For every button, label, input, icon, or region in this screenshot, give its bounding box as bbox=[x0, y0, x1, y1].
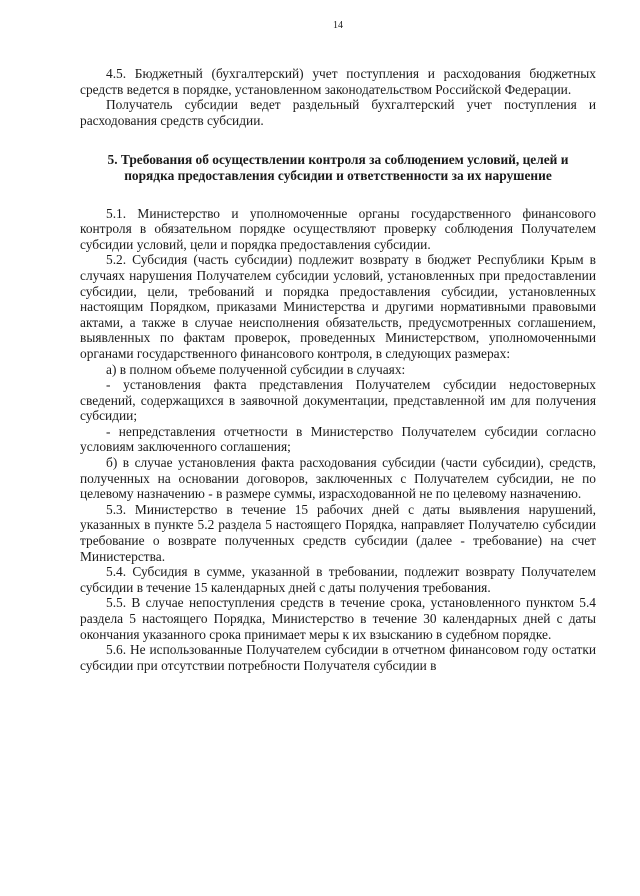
section-heading: 5. Требования об осуществлении контроля за соблюдением условий, целей и порядка предоставления субсидии и ответственности за их нарушение bbox=[107, 152, 569, 183]
paragraph-5-1: 5.1. Министерство и уполномоченные органы государственного финансового контроля в обязательном порядке осуществляют проверку соблюдения Получателем субсидии условий, цели и порядка предоставления субсидии. bbox=[80, 205, 596, 252]
paragraph-separate-accounting: Получатель субсидии ведет раздельный бухгалтерский учет поступления и расходования средств субсидии. bbox=[80, 97, 596, 128]
paragraph-4-5: 4.5. Бюджетный (бухгалтерский) учет поступления и расходования бюджетных средств ведется в порядке, установленном законодательством Российской Федерации. bbox=[80, 66, 596, 97]
list-item-a: а) в полном объеме полученной субсидии в случаях: bbox=[106, 361, 406, 377]
list-item-dash-2: - непредставления отчетности в Министерство Получателем субсидии согласно условиям заключенного соглашения; bbox=[80, 423, 596, 455]
paragraph-5-2: 5.2. Субсидия (часть субсидии) подлежит возврату в бюджет Республики Крым в случаях нарушения Получателем субсидии условий, установленных при предоставлении субсидии, цели, требований и порядка предоставления субсидии, установленных настоящим Порядком, приказами Министерства и другими нормативными правовыми актами, а также в случае неисполнения обязательств, предусмотренных соглашением, выявленных по фактам проверок, проведенных Министерством, уполномоченными органами государственного финансового контроля, в следующих размерах: bbox=[80, 252, 596, 361]
paragraph-5-6: 5.6. Не использованные Получателем субсидии в отчетном финансовом году остатки субсидии при отсутствии потребности Получателя субсидии в bbox=[80, 642, 596, 673]
list-item-dash-1: - установления факта представления Получателем субсидии недостоверных сведений, содержащихся в заявочной документации, представленной им для получения субсидии; bbox=[80, 377, 596, 424]
paragraph-5-4: 5.4. Субсидия в сумме, указанной в требовании, подлежит возврату Получателем субсидии в течение 15 календарных дней с даты получения требования. bbox=[80, 564, 596, 595]
paragraph-5-5: 5.5. В случае непоступления средств в течение срока, установленного пунктом 5.4 раздела 5 настоящего Порядка, Министерство в течение 30 календарных дней с даты окончания указанного срока принимает меры к их взысканию в судебном порядке. bbox=[80, 595, 596, 642]
paragraph-5-3: 5.3. Министерство в течение 15 рабочих дней с даты выявления нарушений, указанных в пункте 5.2 раздела 5 настоящего Порядка, направляет Получателю субсидии требование о возврате полученных средств субсидии (далее - требование) на счет Министерства. bbox=[80, 501, 596, 564]
list-item-b: б) в случае установления факта расходования субсидии (части субсидии), средств, полученных на основании договоров, заключенных с Получателем субсидии, не по целевому назначению - в размере суммы, израсходованной не по целевому назначению. bbox=[80, 455, 596, 502]
document-body bbox=[80, 66, 596, 673]
page-number: 14 bbox=[333, 20, 343, 31]
